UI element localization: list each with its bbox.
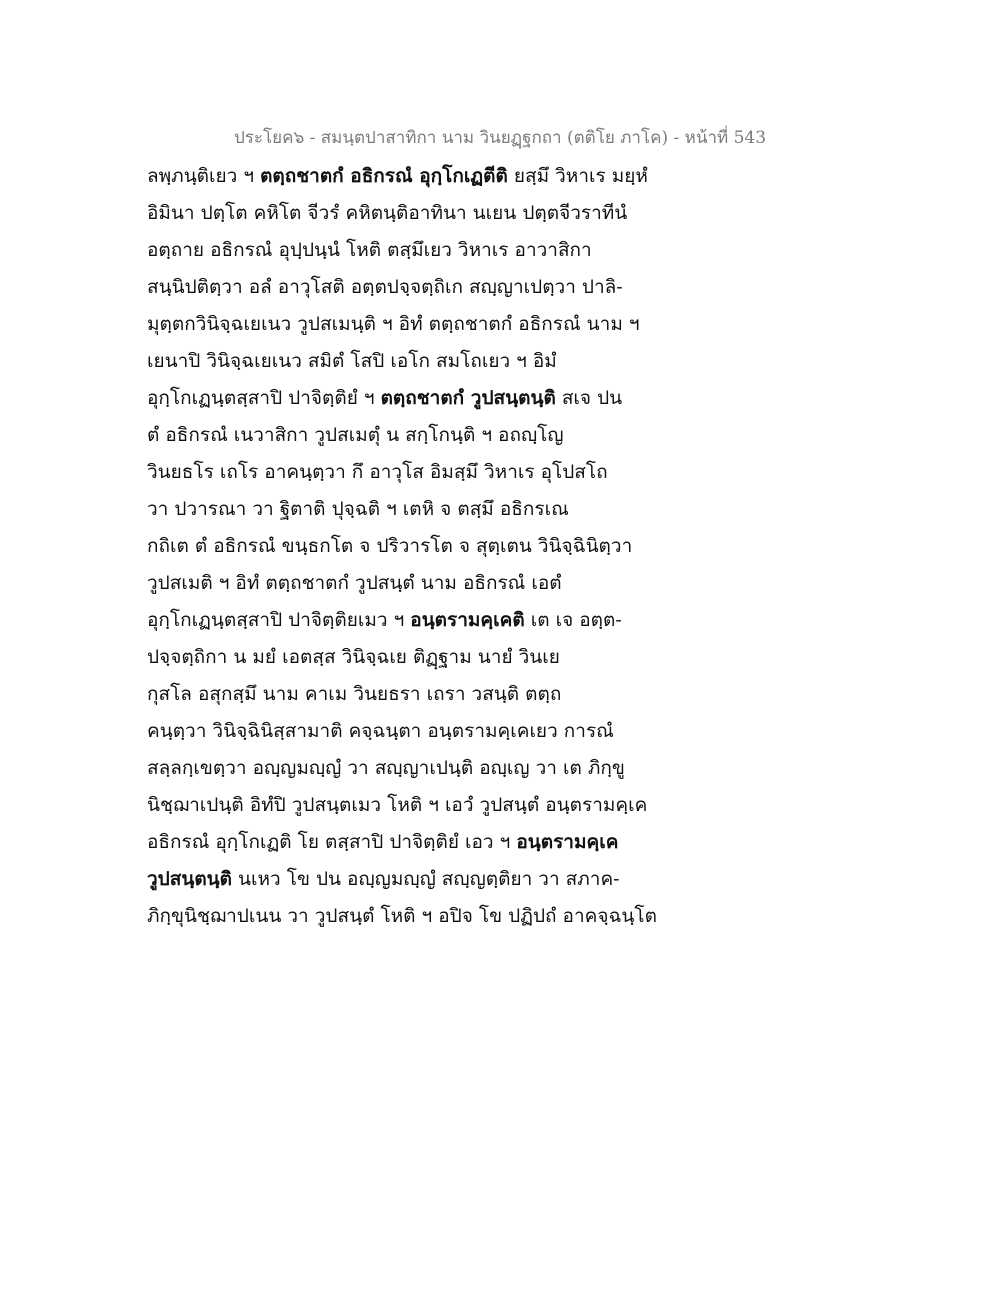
text-segment: วินยธโร เถโร อาคนฺตฺวา กึ อาวุโส อิมสฺมึ วิหาเร อุโปสโถ [147, 461, 608, 483]
text-segment: คนฺตฺวา วินิจฺฉินิสฺสามาติ คจฺฉนฺตา อนฺตรามคฺเคเยว การณํ [147, 720, 614, 742]
text-segment: ลพฺภนฺติเยว ฯ [147, 165, 261, 187]
text-segment: สเจ ปน [555, 387, 623, 409]
bold-phrase: วูปสนฺตนฺติ [147, 868, 232, 890]
text-segment: วา ปวารณา วา ฐิตาติ ปุจฺฉติ ฯ เตหิ จ ตสฺมึ อธิกรเณ [147, 498, 569, 520]
text-segment: อธิกรณํ อุกฺโกเฏติ โย ตสฺสาปิ ปาจิตฺติยํ เอว ฯ [147, 831, 517, 853]
text-segment: ปจฺจตฺถิกา น มยํ เอตสฺส วินิจฺฉเย ติฏฺฐาม นายํ วินเย [147, 646, 560, 668]
text-line [147, 787, 867, 824]
text-segment: นเหว โข ปน อญฺญมญฺญํ สญฺญตฺติยา วา สภาค- [231, 868, 620, 890]
text-line [147, 528, 867, 565]
bold-phrase: ตตฺถชาตกํ วูปสนฺตนฺติ [380, 387, 556, 409]
text-segment: สนฺนิปติตฺวา อลํ อาวุโสติ อตฺตปจฺจตฺถิเก สญฺญาเปตฺวา ปาลิ- [147, 276, 623, 298]
text-segment: สลฺลกฺเขตฺวา อญฺญมญฺญํ วา สญฺญาเปนฺติ อญฺเญ วา เต ภิกฺขู [147, 757, 625, 779]
text-line [147, 343, 867, 380]
text-segment: ยสฺมึ วิหาเร มยฺหํ [507, 165, 648, 187]
text-line [147, 861, 867, 898]
text-line [147, 565, 867, 602]
text-line [147, 232, 867, 269]
text-line [147, 639, 867, 676]
bold-phrase: อนฺตรามคฺเค [516, 831, 619, 853]
text-line [147, 750, 867, 787]
text-segment: วูปสเมติ ฯ อิทํ ตตฺถชาตกํ วูปสนฺตํ นาม อธิกรณํ เอตํ [147, 572, 562, 594]
bold-phrase: อนฺตรามคฺเคติ [410, 609, 525, 631]
text-segment: อตฺถาย อธิกรณํ อุปฺปนฺนํ โหติ ตสฺมึเยว วิหาเร อาวาสิกา [147, 239, 592, 261]
text-segment: อุกฺโกเฏนฺตสฺสาปิ ปาจิตฺติยํ ฯ [147, 387, 381, 409]
text-segment: ภิกฺขุนิชฺฌาปเนน วา วูปสนฺตํ โหติ ฯ อปิจ โข ปฏิปถํ อาคจฺฉนฺโต [147, 905, 657, 927]
text-segment: เยนาปิ วินิจฺฉเยเนว สมิตํ โสปิ เอโก สมโถเยว ฯ อิมํ [147, 350, 557, 372]
text-segment: อุกฺโกเฏนฺตสฺสาปิ ปาจิตฺติยเมว ฯ [147, 609, 411, 631]
text-line [147, 824, 867, 861]
text-line [147, 158, 867, 195]
text-segment: นิชฺฌาเปนฺติ อิทํปิ วูปสนฺตเมว โหติ ฯ เอวํ วูปสนฺตํ อนฺตรามคฺเค [147, 794, 648, 816]
text-segment: กุสโล อสุกสฺมึ นาม คาเม วินยธรา เถรา วสนฺติ ตตฺถ [147, 683, 562, 705]
text-line [147, 417, 867, 454]
text-line [147, 713, 867, 750]
page-header: ประโยค๖ - สมนฺตปาสาทิกา นาม วินยฏฺฐกถา (ตติโย ภาโค) - หน้าที่ 543 [233, 128, 767, 148]
text-line [147, 269, 867, 306]
text-line [147, 602, 867, 639]
text-line [147, 454, 867, 491]
text-segment: มุตฺตกวินิจฺฉเยเนว วูปสเมนฺติ ฯ อิทํ ตตฺถชาตกํ อธิกรณํ นาม ฯ [147, 313, 640, 335]
text-line [147, 898, 867, 935]
text-line [147, 491, 867, 528]
text-segment: กถิเต ตํ อธิกรณํ ขนฺธกโต จ ปริวารโต จ สุตฺเตน วินิจฺฉินิตฺวา [147, 535, 633, 557]
bold-phrase: ตตฺถชาตกํ อธิกรณํ อุกฺโกเฏตีติ [260, 165, 508, 187]
text-line [147, 380, 867, 417]
text-segment: อิมินา ปตฺโต คหิโต จีวรํ คหิตนฺติอาทินา นเยน ปตฺตจีวราทีนํ [147, 202, 628, 224]
text-segment: ตํ อธิกรณํ เนวาสิกา วูปสเมตุํ น สกฺโกนฺติ ฯ อถญฺโญ [147, 424, 564, 446]
text-line [147, 195, 867, 232]
body-text [147, 158, 867, 935]
text-line [147, 676, 867, 713]
text-segment: เต เจ อตฺต- [524, 609, 622, 631]
text-line [147, 306, 867, 343]
